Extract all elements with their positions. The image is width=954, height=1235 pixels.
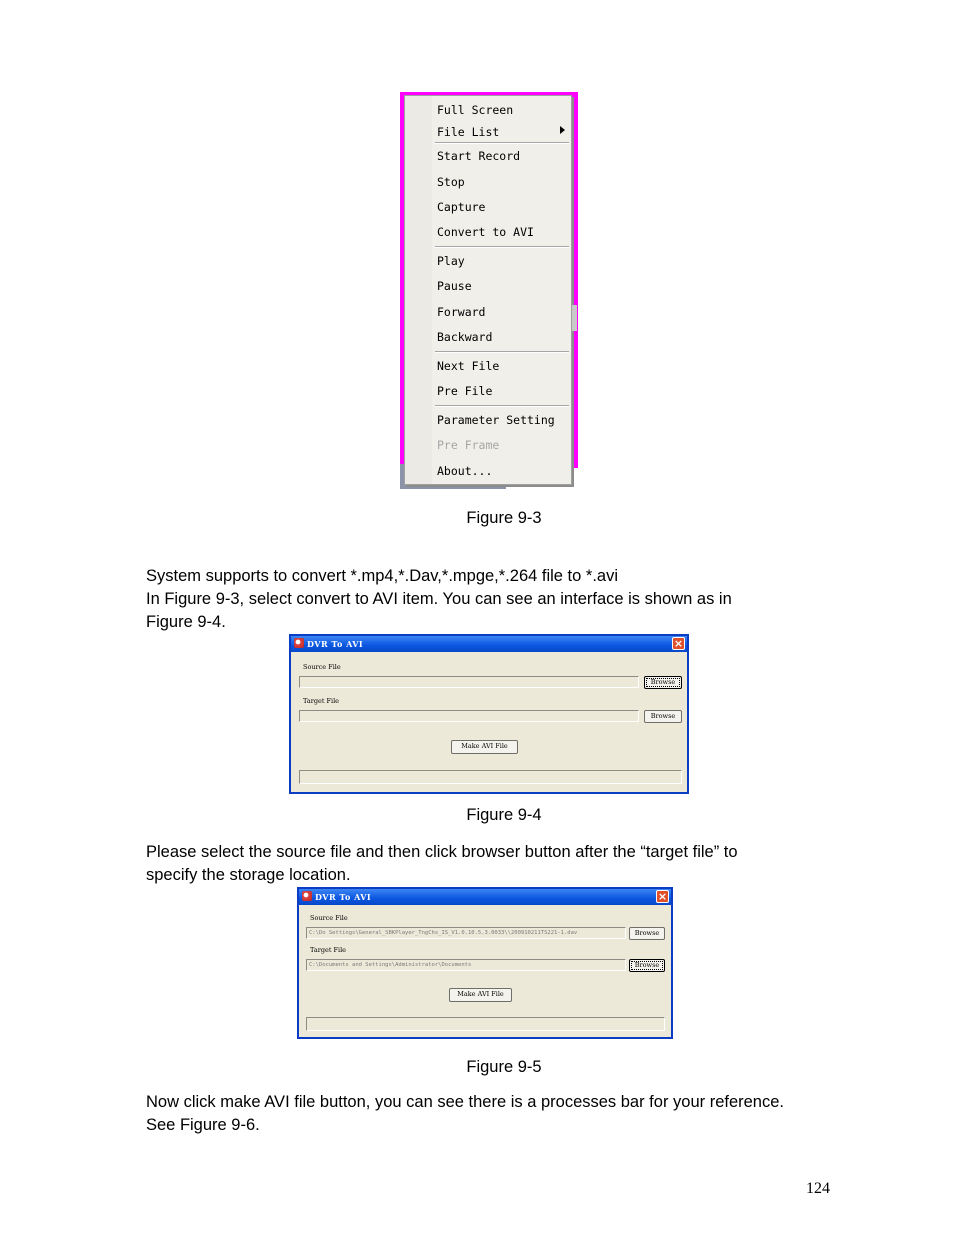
source-file-label: Source File: [310, 914, 348, 922]
paragraph-select-source-line2: specify the storage location.: [146, 866, 351, 884]
menu-item-file-list[interactable]: File List: [437, 125, 500, 139]
make-avi-file-button[interactable]: Make AVI File: [451, 740, 518, 754]
paragraph-select-source-line1: Please select the source file and then click browser button after the “target file” to: [146, 843, 738, 861]
page-number: 124: [806, 1180, 830, 1197]
menu-separator: [435, 246, 569, 248]
paragraph-select-convert-line1: In Figure 9-3, select convert to AVI item. You can see an interface is shown as in: [146, 590, 732, 608]
figure-caption-9-4: Figure 9-4: [466, 806, 542, 824]
menu-item-play[interactable]: Play: [437, 254, 465, 268]
app-icon: [302, 891, 312, 901]
menu-item-stop[interactable]: Stop: [437, 175, 465, 189]
source-browse-button[interactable]: Browse: [629, 927, 665, 940]
target-browse-button[interactable]: Browse: [629, 959, 665, 972]
source-file-input[interactable]: [299, 676, 639, 688]
paragraph-select-convert-line2: Figure 9-4.: [146, 613, 226, 631]
menu-item-about[interactable]: About...: [437, 464, 493, 478]
menu-separator: [435, 405, 569, 407]
target-file-label: Target File: [303, 697, 340, 705]
context-menu-figure: [400, 92, 578, 489]
conversion-progress-bar: [299, 770, 682, 784]
menu-item-pause[interactable]: Pause: [437, 279, 472, 293]
dialog-title: DVR To AVI: [307, 639, 364, 649]
paragraph-make-avi-line2: See Figure 9-6.: [146, 1116, 260, 1134]
app-icon: [294, 638, 304, 648]
target-file-input[interactable]: C:\Documents and Settings\Administrator\Documents: [306, 959, 626, 971]
context-menu: [404, 95, 572, 485]
menu-item-forward[interactable]: Forward: [437, 305, 486, 319]
menu-separator: [435, 351, 569, 353]
menu-item-full-screen[interactable]: Full Screen: [437, 103, 514, 117]
dialog-title-bar[interactable]: [299, 889, 671, 905]
target-file-label: Target File: [310, 946, 347, 954]
figure-caption-9-5: Figure 9-5: [466, 1058, 542, 1076]
conversion-progress-bar: [306, 1017, 665, 1031]
source-file-input[interactable]: C:\Do Settings\General_SBKPlayer_TngChs_IS_V1.0.10.5.3.0033\\200910211TS221-1.dav: [306, 927, 626, 939]
target-browse-button[interactable]: Browse: [644, 710, 682, 723]
source-file-label: Source File: [303, 663, 341, 671]
menu-separator: [435, 142, 569, 144]
source-browse-button[interactable]: Browse: [644, 676, 682, 689]
menu-gutter: [405, 96, 432, 484]
paragraph-supported-formats: System supports to convert *.mp4,*.Dav,*.mpge,*.264 file to *.avi: [146, 567, 618, 585]
dvr-to-avi-dialog-empty: [289, 634, 689, 794]
menu-item-backward[interactable]: Backward: [437, 330, 493, 344]
menu-item-pre-file[interactable]: Pre File: [437, 384, 493, 398]
dvr-to-avi-dialog-filled: [297, 887, 673, 1039]
dialog-title: DVR To AVI: [315, 892, 372, 902]
submenu-arrow-icon: [560, 126, 565, 134]
figure-caption-9-3: Figure 9-3: [466, 509, 542, 527]
menu-item-next-file[interactable]: Next File: [437, 359, 500, 373]
menu-item-convert-to-avi[interactable]: Convert to AVI: [437, 225, 534, 239]
scrollbar-thumb[interactable]: [572, 305, 577, 331]
target-file-input[interactable]: [299, 710, 639, 722]
menu-item-start-record[interactable]: Start Record: [437, 149, 521, 163]
dialog-title-bar[interactable]: [291, 636, 687, 652]
close-icon[interactable]: ×: [673, 637, 684, 650]
make-avi-file-button[interactable]: Make AVI File: [449, 988, 512, 1002]
close-icon[interactable]: ×: [657, 890, 668, 903]
paragraph-make-avi-line1: Now click make AVI file button, you can see there is a processes bar for your reference.: [146, 1093, 784, 1111]
menu-item-pre-frame: Pre Frame: [437, 438, 500, 452]
menu-item-parameter-setting[interactable]: Parameter Setting: [437, 413, 555, 427]
menu-item-capture[interactable]: Capture: [437, 200, 486, 214]
